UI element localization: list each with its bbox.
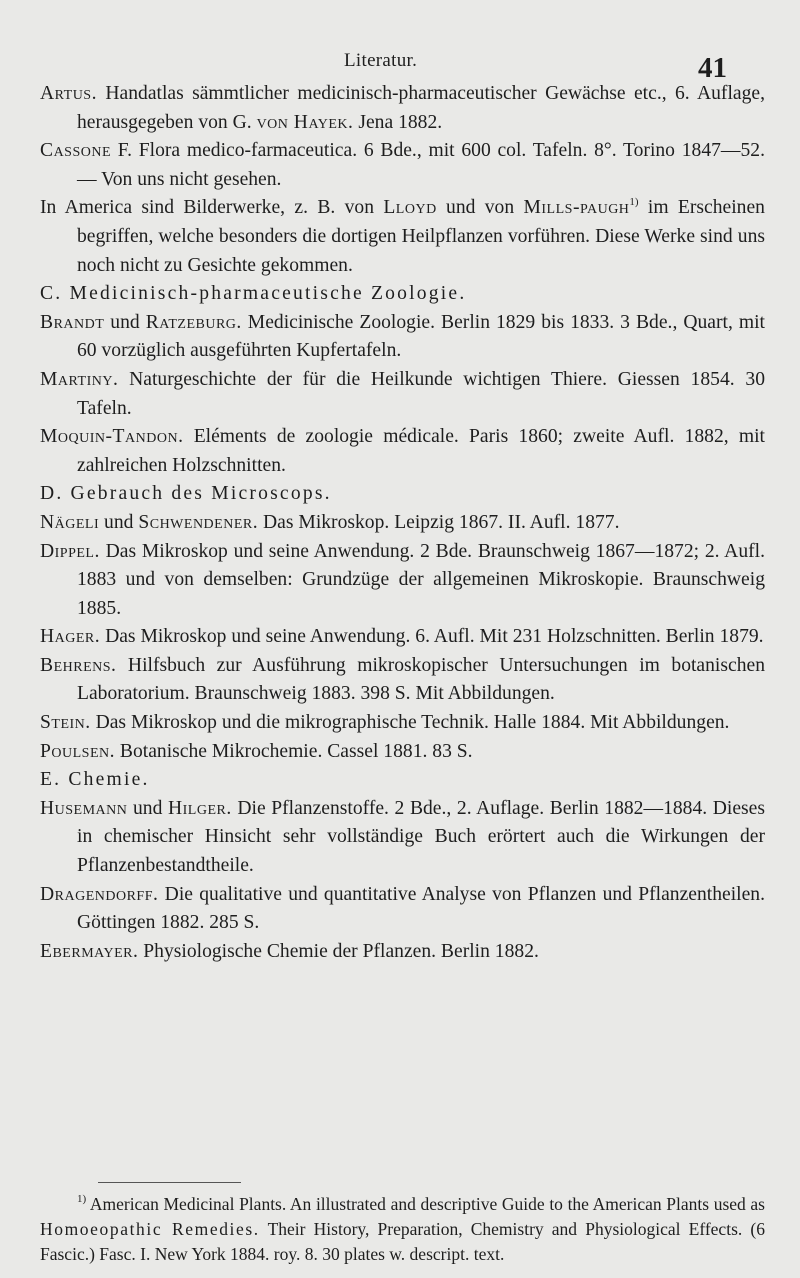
entry-naegeli [40, 509, 765, 538]
entry-author: Husemann [40, 797, 128, 819]
entry-text: Die qualitative und quantitative Analyse von Pflanzen und Pflanzentheilen. Göttingen 1882. 285 S. [77, 883, 765, 934]
entry-text: und [104, 311, 146, 333]
entry-stein [40, 709, 765, 738]
section-heading-microscop: D. Gebrauch des Microscops. [40, 483, 332, 505]
entry-moquin-tandon [40, 423, 765, 480]
page-number: 41 [698, 52, 727, 84]
entry-hager [40, 623, 765, 652]
bibliography-list [40, 80, 765, 966]
entry-author-2: Schwendener. [138, 511, 259, 533]
footnote-spaced-text: Homoeopathic Remedies. [40, 1219, 260, 1239]
entry-ebermayer [40, 938, 765, 967]
entry-author: Dippel. [40, 540, 100, 562]
entry-text: im Erscheinen begriffen, welche besonders die dortigen Heilpflanzen vorführen. Diese Werke sind uns noch nicht zu Gesichte gekommen. [77, 197, 765, 276]
footnote-text-end: Their History, Preparation, Chemistry and Physiological Effects. (6 Fascic.) Fasc. I. New York 1884. roy. 8. 30 plates w. descript. text. [40, 1219, 765, 1264]
entry-editor: von Hayek. [256, 111, 354, 133]
entry-text: und [127, 797, 168, 819]
entry-text: In America sind Bilderwerke, z. B. von [40, 197, 384, 219]
section-heading-zoologie: C. Medicinisch-pharmaceutische Zoologie. [40, 283, 467, 305]
entry-author: Dragendorff. [40, 883, 159, 905]
entry-artus [40, 80, 765, 137]
entry-dragendorff [40, 881, 765, 938]
entry-author-2: Hilger. [167, 797, 232, 819]
entry-name-millspaugh: Mills-paugh [523, 197, 630, 219]
entry-author: Artus. [40, 83, 97, 104]
entry-author: Martiny. [40, 368, 119, 390]
entry-text-end: Die Pflanzenstoffe. 2 Bde., 2. Auflage. Berlin 1882—1884. Dieses in chemischer Hinsicht sehr vollständige Buch erörtert auch die Wirkungen der Pflanzenbestandtheile. [77, 797, 766, 877]
entry-dippel [40, 538, 765, 624]
entry-text: Das Mikroskop und seine Anwendung. 2 Bde. Braunschweig 1867—1872; 2. Aufl. 1883 und von demselben: Grundzüge der allgemeinen Mikroskopie. Braunschweig 1885. [77, 540, 765, 619]
entry-text: Botanische Mikrochemie. Cassel 1881. 83 S. [115, 740, 473, 762]
entry-author: Brandt [40, 311, 105, 333]
entry-author: Moquin-Tandon. [40, 426, 184, 448]
entry-text: Das Mikroskop und die mikrographische Technik. Halle 1884. Mit Abbildungen. [90, 712, 730, 734]
entry-behrens [40, 652, 765, 709]
entry-text: Naturgeschichte der für die Heilkunde wichtigen Thiere. Giessen 1854. 30 Tafeln. [77, 368, 765, 419]
entry-text: Physiologische Chemie der Pflanzen. Berlin 1882. [138, 940, 539, 962]
entry-author: Hager. [40, 626, 101, 648]
footnote-text: American Medicinal Plants. An illustrated and descriptive Guide to the American Plants used as [86, 1194, 765, 1214]
footnote-ref: 1) [629, 196, 639, 209]
entry-author: Poulsen. [40, 740, 116, 762]
footnote-marker: 1) [77, 1193, 87, 1205]
entry-text: Handatlas sämmtlicher medicinisch-pharmaceutischer Gewächse etc., 6. Auflage, herausgegeben von G. [77, 83, 765, 133]
footnote-divider [98, 1182, 241, 1183]
entry-poulsen [40, 738, 765, 767]
entry-text: und [99, 511, 139, 533]
entry-text: Eléments de zoologie médicale. Paris 1860; zweite Aufl. 1882, mit zahlreichen Holzschnitten. [77, 426, 765, 476]
footnote [40, 1192, 765, 1267]
section-heading-chemie: E. Chemie. [40, 769, 150, 791]
entry-martiny [40, 366, 765, 423]
entry-text: Das Mikroskop und seine Anwendung. 6. Aufl. Mit 231 Holzschnitten. Berlin 1879. [100, 626, 764, 648]
page-header [0, 50, 800, 84]
entry-husemann [40, 795, 765, 881]
running-title: Literatur. [344, 50, 418, 71]
entry-author: Behrens. [40, 654, 117, 676]
entry-text-end: Medicinische Zoologie. Berlin 1829 bis 1833. 3 Bde., Quart, mit 60 vorzüglich ausgeführten Kupfertafeln. [77, 311, 766, 362]
entry-author: Cassone [40, 140, 112, 162]
entry-text: Hilfsbuch zur Ausführung mikroskopischer Untersuchungen im botanischen Laboratorium. Braunschweig 1883. 398 S. Mit Abbildungen. [77, 654, 765, 705]
entry-text: F. Flora medico-farmaceutica. 6 Bde., mit 600 col. Tafeln. 8°. Torino 1847—52. — Von uns nicht gesehen. [77, 140, 765, 190]
entry-text-end: Das Mikroskop. Leipzig 1867. II. Aufl. 1877. [258, 511, 620, 533]
entry-author: Stein. [40, 712, 91, 734]
entry-text-end: Jena 1882. [353, 111, 443, 133]
entry-author: Nägeli [40, 511, 100, 533]
entry-author: Ebermayer. [40, 940, 139, 962]
entry-cassone [40, 137, 765, 194]
entry-brandt [40, 309, 765, 366]
entry-america-note [40, 194, 765, 280]
entry-name-lloyd: Lloyd [383, 197, 437, 219]
entry-author-2: Ratzeburg. [145, 311, 242, 333]
entry-text: und von [436, 197, 524, 219]
